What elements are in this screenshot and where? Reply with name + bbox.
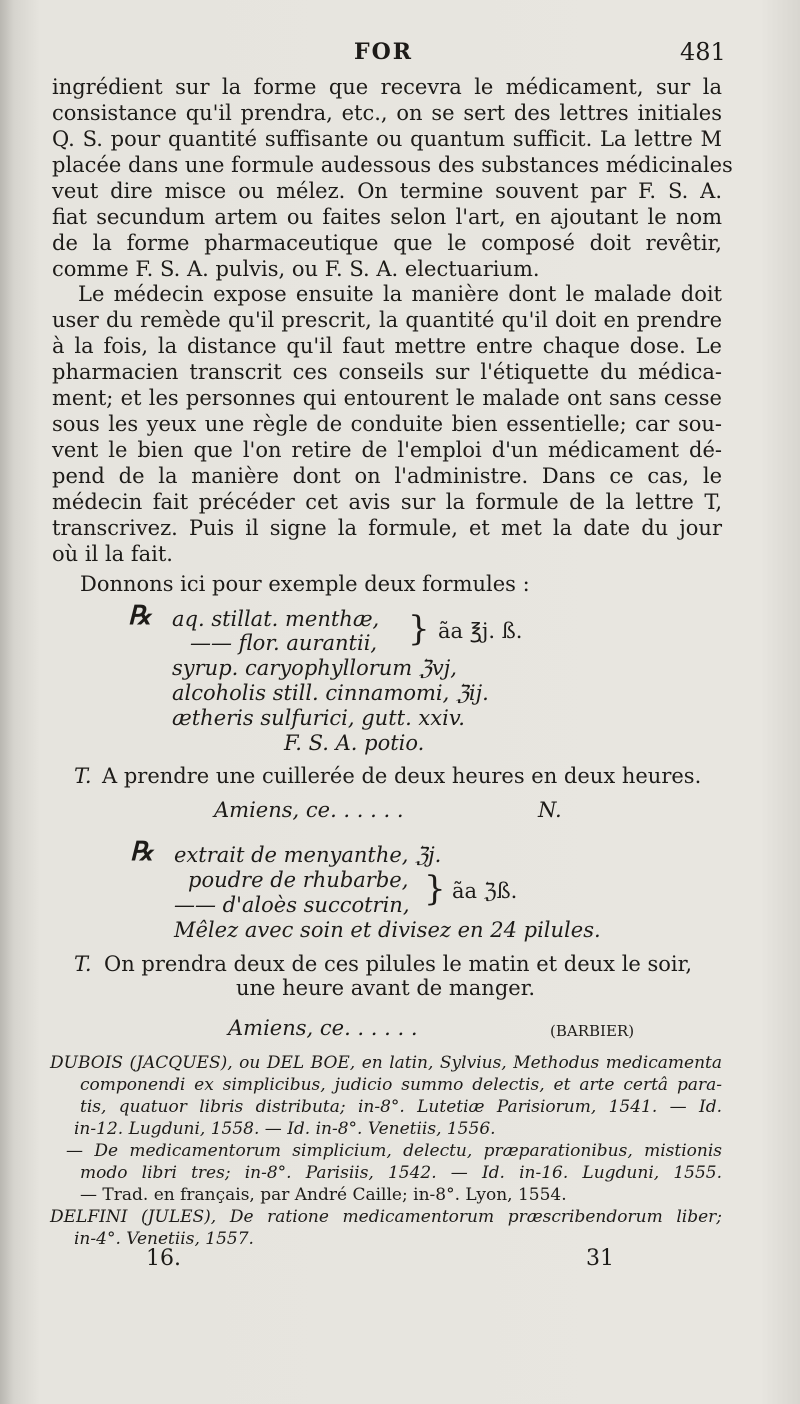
biblio-line: modo libri tres; in-8°. Parisiis, 1542. — Id. in-16. Lugduni, 1555. (80, 1163, 722, 1183)
formula-line: —— d'aloès succotrin, (174, 893, 410, 917)
formula-line: F. S. A. potio. (284, 731, 425, 755)
recipe-symbol: ℞ (130, 837, 154, 867)
biblio-line: in-12. Lugduni, 1558. — Id. in-8°. Venetiis, 1556. (74, 1119, 496, 1139)
text-line: médecin fait précéder cet avis sur la formule de la lettre T, (52, 490, 722, 514)
page-number: 481 (680, 38, 726, 66)
text-line: ment; et les personnes qui entourent le malade ont sans cesse (52, 386, 722, 410)
instruction-text: On prendra deux de ces pilules le matin et deux le soir, (104, 952, 693, 976)
instruction-text: une heure avant de manger. (236, 976, 536, 1000)
formula-line: ætheris sulfurici, gutt. xxiv. (172, 706, 465, 730)
instruction-text: A prendre une cuillerée de deux heures en deux heures. (102, 764, 702, 788)
formula-line: aq. stillat. menthæ, (172, 607, 380, 631)
formula-line: alcoholis still. cinnamomi, ℨij. (172, 681, 489, 705)
text-line: sous les yeux une règle de conduite bien essentielle; car sou- (52, 412, 722, 436)
text-line: ingrédient sur la forme que recevra le médicament, sur la (52, 75, 722, 99)
text-line: pharmacien transcrit ces conseils sur l'étiquette du médica- (52, 360, 722, 384)
place-date: Amiens, ce. . . . . . (214, 798, 404, 822)
biblio-line: tis, quatuor libris distributa; in-8°. Lutetiæ Parisiorum, 1541. — Id. (80, 1097, 722, 1117)
place-date: Amiens, ce. . . . . . (228, 1016, 418, 1040)
formula-line: —— flor. aurantii, (190, 631, 378, 655)
biblio-line: componendi ex simplicibus, judicio summo delectis, et arte certâ para- (80, 1075, 722, 1095)
text-line: comme F. S. A. pulvis, ou F. S. A. electuarium. (52, 257, 540, 281)
biblio-line: — De medicamentorum simplicium, delectu, præparationibus, mistionis (66, 1141, 722, 1161)
text-line: Q. S. pour quantité suffisante ou quantum sufficit. La lettre M (52, 127, 722, 151)
biblio-line: — Trad. en français, par André Caille; in-8°. Lyon, 1554. (80, 1185, 567, 1205)
brace-quantity: ãa ℥j. ß. (438, 619, 523, 643)
examples-intro: Donnons ici pour exemple deux formules : (80, 572, 530, 596)
transcribe-mark: T. (74, 952, 92, 976)
text-line: transcrivez. Puis il signe la formule, et met la date du jour (52, 516, 722, 540)
text-line: pend de la manière dont on l'administre. Dans ce cas, le (52, 464, 722, 488)
biblio-line: DUBOIS (JACQUES), ou DEL BOE, en latin, Sylvius, Methodus medicamenta (50, 1053, 722, 1073)
signature-mark: 16. (146, 1246, 181, 1271)
physician-initial: N. (538, 798, 562, 822)
text-line: vent le bien que l'on retire de l'emploi d'un médicament dé- (52, 438, 722, 462)
formula-line: Mêlez avec soin et divisez en 24 pilules. (174, 918, 601, 942)
text-line: Le médecin expose ensuite la manière dont le malade doit (78, 282, 722, 306)
formula-line: syrup. caryophyllorum ℨvj, (172, 656, 457, 680)
gathering-number: 31 (586, 1246, 614, 1271)
text-line: consistance qu'il prendra, etc., on se sert des lettres initiales (52, 101, 722, 125)
text-line: à la fois, la distance qu'il faut mettre entre chaque dose. Le (52, 334, 722, 358)
formula-line: poudre de rhubarbe, (188, 868, 409, 892)
formula-line: extrait de menyanthe, ℨj. (174, 843, 442, 867)
physician-name: (BARBIER) (550, 1022, 635, 1040)
brace-quantity: ãa ℨß. (452, 879, 518, 903)
text-line: veut dire misce ou mélez. On termine souvent par F. S. A. (52, 179, 722, 203)
text-line: fiat secundum artem ou faites selon l'art, en ajoutant le nom (52, 205, 722, 229)
transcribe-mark: T. (74, 764, 92, 788)
biblio-line: DELFINI (JULES), De ratione medicamentorum præscribendorum liber; (50, 1207, 722, 1227)
text-line: de la forme pharmaceutique que le composé doit revêtir, (52, 231, 722, 255)
text-line: où il la fait. (52, 542, 173, 566)
recipe-symbol: ℞ (128, 601, 152, 631)
brace: } (424, 869, 446, 909)
text-line: user du remède qu'il prescrit, la quantité qu'il doit en prendre (52, 308, 722, 332)
brace: } (408, 609, 430, 649)
running-header-title: FOR (354, 39, 414, 65)
text-line: placée dans une formule audessous des substances médicinales (52, 153, 733, 177)
biblio-line: in-4°. Venetiis, 1557. (74, 1229, 254, 1249)
